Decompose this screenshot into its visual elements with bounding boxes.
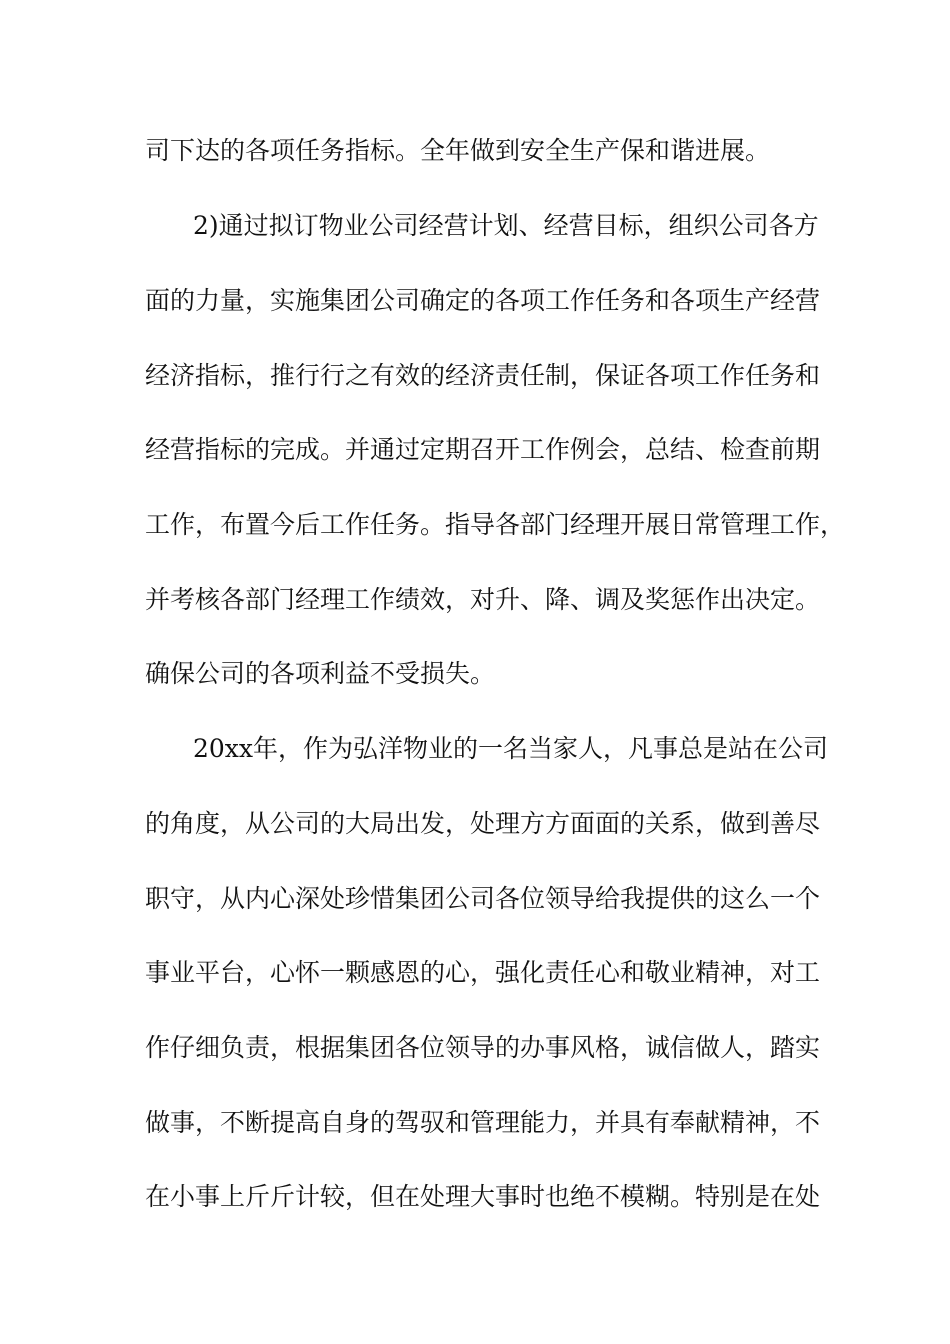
text-line: 司下达的各项任务指标。全年做到安全生产保和谐进展。 — [145, 136, 771, 165]
text-line: 面的力量，实施集团公司确定的各项工作任务和各项生产经营 — [145, 286, 821, 315]
text-line: 确保公司的各项利益不受损失。 — [145, 659, 496, 688]
text-line: 2)通过拟订物业公司经营计划、经营目标，组织公司各方 — [193, 211, 819, 240]
text-line: 经济指标，推行行之有效的经济责任制，保证各项工作任务和 — [145, 361, 821, 390]
text-line: 职守，从内心深处珍惜集团公司各位领导给我提供的这么一个 — [145, 884, 821, 913]
text-line: 在小事上斤斤计较，但在处理大事时也绝不模糊。特别是在处 — [145, 1182, 821, 1211]
text-line: 做事，不断提高自身的驾驭和管理能力，并具有奉献精神，不 — [145, 1108, 821, 1137]
text-line: 并考核各部门经理工作绩效，对升、降、调及奖惩作出决定。 — [145, 585, 821, 614]
text-line: 的角度，从公司的大局出发，处理方方面面的关系，做到善尽 — [145, 809, 821, 838]
text-line: 作仔细负责，根据集团各位领导的办事风格，诚信做人，踏实 — [145, 1033, 821, 1062]
text-line: 经营指标的完成。并通过定期召开工作例会，总结、检查前期 — [145, 435, 821, 464]
text-line: 20xx年，作为弘洋物业的一名当家人，凡事总是站在公司 — [193, 734, 829, 763]
text-line: 事业平台，心怀一颗感恩的心，强化责任心和敬业精神，对工 — [145, 958, 821, 987]
text-line: 工作，布置今后工作任务。指导各部门经理开展日常管理工作， — [145, 510, 846, 539]
